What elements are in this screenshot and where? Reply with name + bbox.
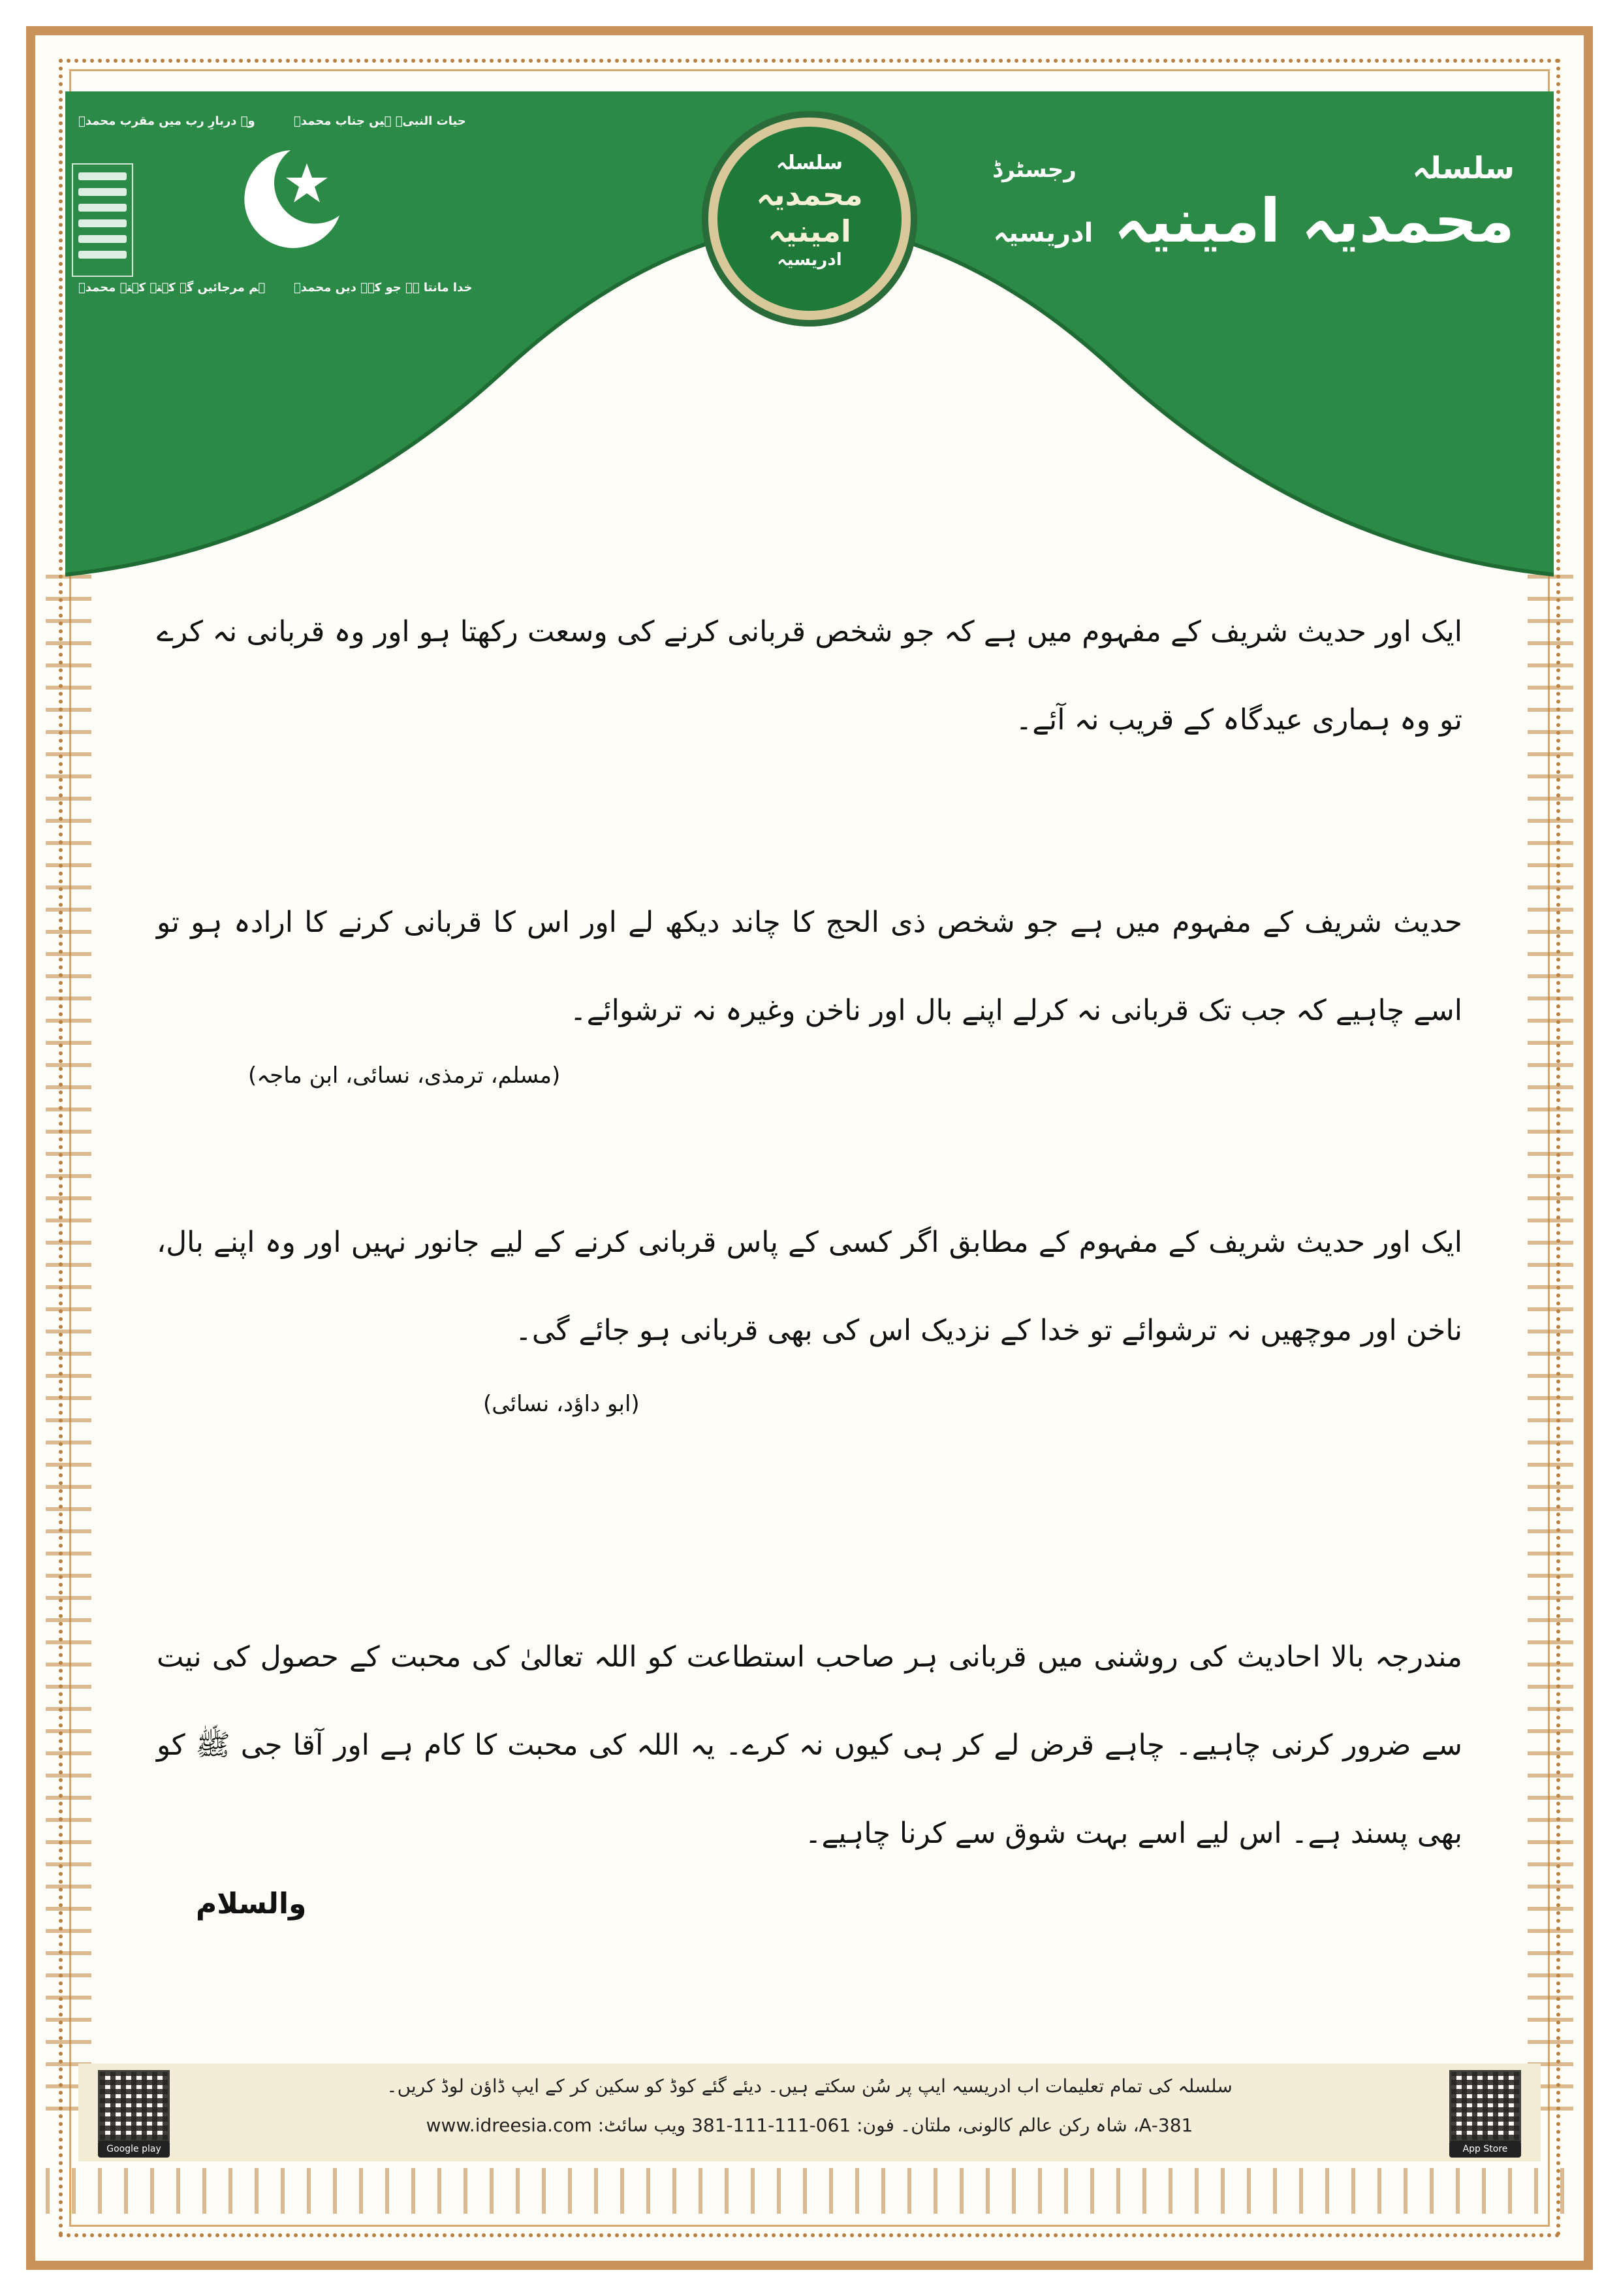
footer-bar [78,2064,1541,2161]
caption-bottom-left: ہم مرجائیں گے کہتے کہتے محمدؐ [78,281,266,295]
caption-top-left: وہ دربارِ رب میں مقرب محمدؐ [78,114,255,128]
crescent-star-icon [235,144,346,255]
wafa-calligraphy-logo [72,163,133,277]
caption-top-right: حیات النبیؐ ہیں جناب محمدؐ [294,114,466,128]
emblem-line-4: ادریسیہ [777,250,842,270]
caption-bottom-right: خدا مانتا ہے جو کہہ دیں محمدؐ [294,281,473,295]
bottom-calligraphy-border [46,2168,1573,2214]
reference-2: (مسلم، ترمذی، نسائی، ابن ماجہ) [248,1062,561,1089]
silsila-emblem [708,118,911,320]
footer-app-note: سلسلہ کی تمام تعلیمات اب ادریسیہ ایپ پر سُن سکتے ہیں۔ دیئے گئے کوڈ کو سکین کر کے ایپ ڈاؤن لوڈ کریں۔ [386,2075,1233,2097]
series-suffix: ادریسیہ [993,218,1093,248]
closing-salutation: والسلام [196,1887,307,1921]
series-label: سلسلہ [1412,150,1515,185]
series-title [994,186,1515,256]
footer-contact: 381-A، شاہ رکن عالم کالونی، ملتان۔ فون: 061-111-111-381 ویب سائٹ: www.idreesia.com [426,2114,1193,2136]
paragraph-2: حدیث شریف کے مفہوم میں ہے جو شخص ذی الحج کا چاند دیکھ لے اور اس کا قربانی کرنے کا ارادہ ہو تو اسے چاہیے کہ جب تک قربانی نہ کرلے اپنے بال اور ناخن وغیرہ نہ ترشوائے۔ [157,906,1462,1027]
google-play-badge[interactable]: Google play [98,2141,170,2158]
reference-3: (ابو داؤد، نسائی) [483,1391,640,1417]
emblem-line-1: سلسلہ [776,151,843,174]
app-store-badge[interactable]: App Store [1449,2141,1521,2158]
emblem-line-2: محمدیہ [756,177,863,212]
paragraph-3: ایک اور حدیث شریف کے مفہوم کے مطابق اگر کسی کے پاس قربانی کرنے کے لیے جانور نہیں اور وہ اپنے بال، ناخن اور موچھیں نہ ترشوائے تو خدا کے نزدیک اس کی بھی قربانی ہو جائے گی۔ [157,1226,1462,1347]
emblem-line-3: امینیہ [768,214,851,249]
paragraph-1: ایک اور حدیث شریف کے مفہوم میں ہے کہ جو شخص قربانی کرنے کی وسعت رکھتا ہو اور وہ قربانی نہ کرے تو وہ ہماری عیدگاہ کے قریب نہ آئے۔ [157,615,1462,737]
series-name: محمدیہ امینیہ [1114,186,1515,256]
series-title-block [992,150,1534,281]
paragraph-4: مندرجہ بالا احادیث کی روشنی میں قربانی ہر صاحب استطاعت کو اللہ تعالیٰ کی محبت کے حصول کی نیت سے ضرور کرنی چاہیے۔ چاہے قرض لے کر ہی کیوں نہ کرے۔ یہ اللہ کی محبت کا کام ہے اور آقا جی ﷺ کو بھی پسند ہے۔ اس لیے اسے بہت شوق سے کرنا چاہیے۔ [157,1640,1462,1850]
registered-label: رجسٹرڈ [992,157,1077,183]
qr-code-android[interactable] [98,2070,170,2142]
right-calligraphy-border [1528,575,1573,2126]
qr-code-ios[interactable] [1449,2070,1521,2142]
left-calligraphy-border [46,575,91,2126]
